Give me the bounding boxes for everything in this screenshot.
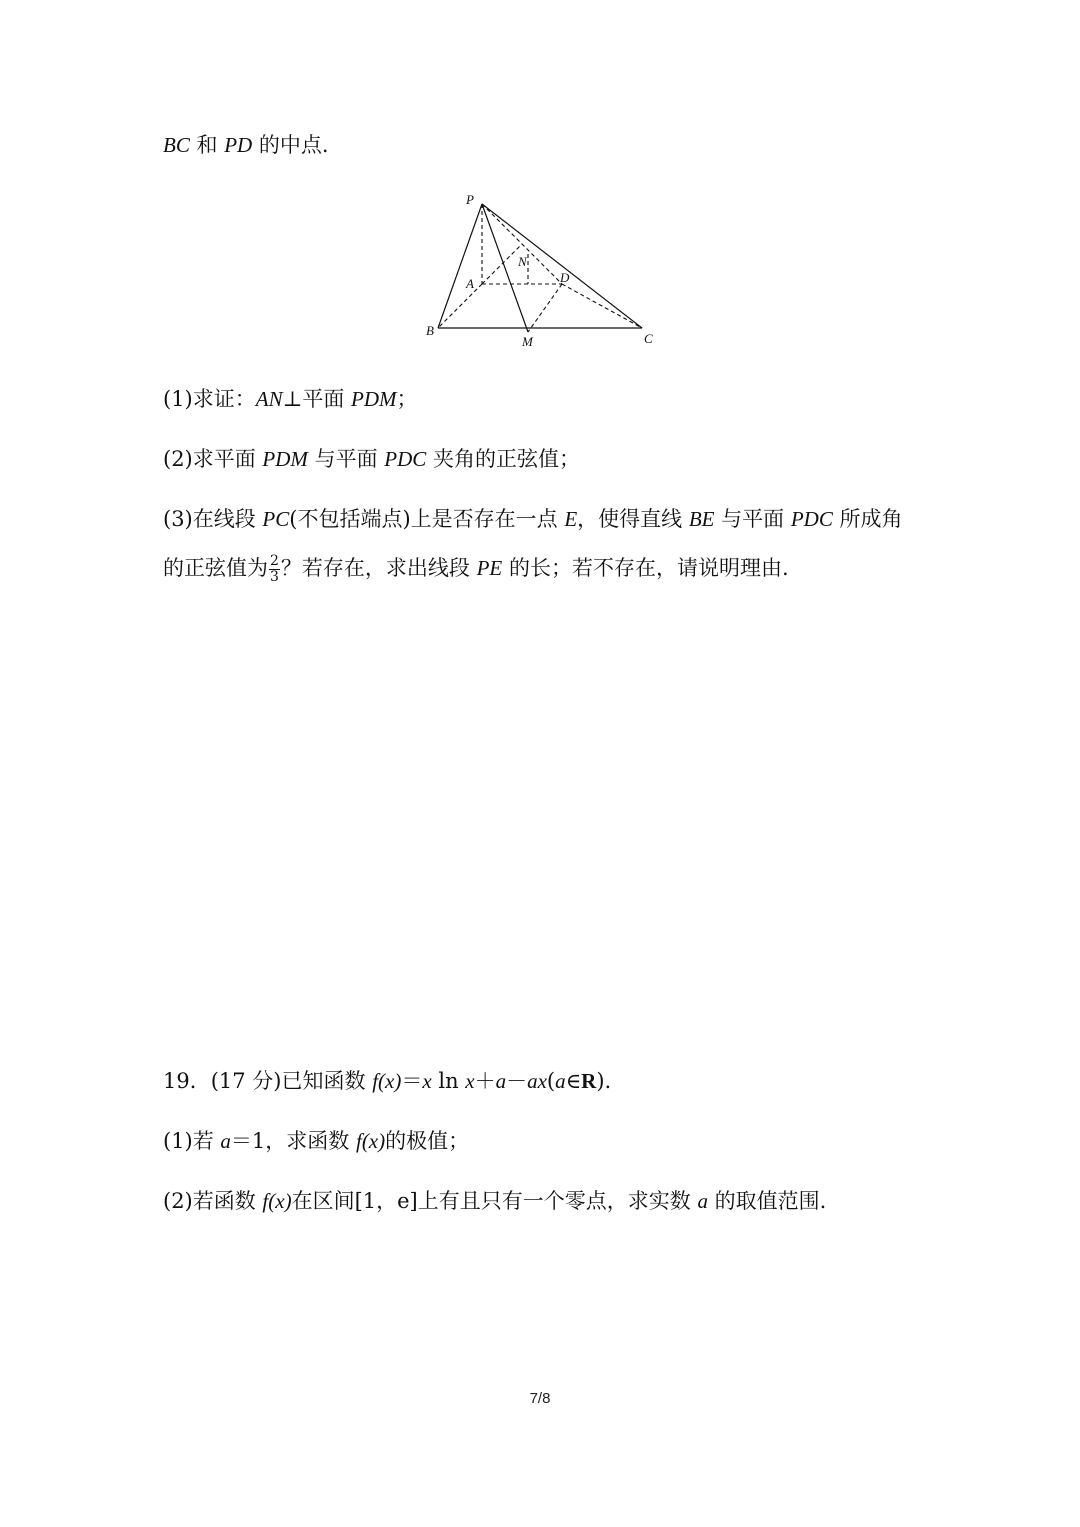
fraction-two-thirds: $\frac{2}{3}$: [270, 553, 279, 585]
q19-part1: (1)若 a＝1，求函数 f(x)的极值；: [163, 1129, 470, 1153]
edge-an: [482, 244, 522, 284]
q18-part1: (1)求证：AN⊥平面 PDM；: [163, 387, 418, 411]
pyramid-figure: [420, 188, 660, 350]
label-p: P: [466, 192, 474, 207]
label-b: B: [426, 323, 434, 338]
edge-pc: [482, 204, 642, 328]
label-n: N: [518, 254, 527, 269]
math-bc: BC: [163, 133, 190, 157]
q19-header: 19．(17 分)已知函数 f(x)＝x ln x＋a－ax(a∈R).: [163, 1069, 612, 1093]
label-c: C: [644, 331, 653, 346]
q18-part2: (2)求平面 PDM 与平面 PDC 夹角的正弦值；: [163, 447, 580, 471]
label-d: D: [560, 270, 570, 285]
label-m: M: [522, 334, 533, 349]
intro-line: BC 和 PD 的中点.: [163, 133, 329, 157]
label-a: A: [466, 276, 474, 291]
edge-dc: [562, 284, 642, 328]
edge-pb: [438, 204, 482, 328]
edge-dm: [528, 284, 562, 332]
math-pd: PD: [224, 133, 253, 157]
q19-part2: (2)若函数 f(x)在区间[1，e]上有且只有一个零点，求实数 a 的取值范围.: [163, 1189, 827, 1213]
q18-part3-line1: (3)在线段 PC(不包括端点)上是否存在一点 E，使得直线 BE 与平面 PDC 所成角: [163, 507, 903, 531]
q18-part3-line2: 的正弦值为 $\frac{2}{3}$ ？若存在，求出线段 PE 的长；若不存在，请说明理由.: [163, 553, 789, 585]
edge-ab: [438, 284, 482, 328]
page-number: 7/8: [529, 1390, 551, 1407]
